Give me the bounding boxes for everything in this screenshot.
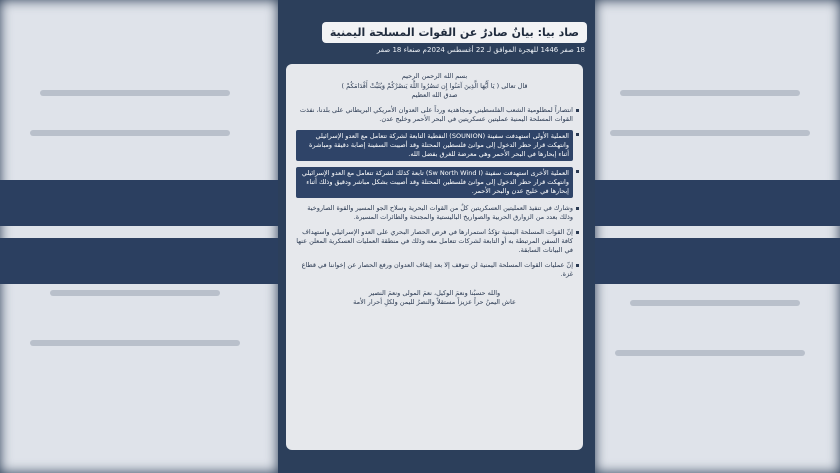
statement-date: 18 صفر 1446 للهجرة الموافق لـ 22 أغسطس 2024م صنعاء 18 صفر xyxy=(376,46,585,54)
blurred-line xyxy=(30,340,240,346)
paragraph-1: انتصاراً لمظلومية الشعب الفلسطيني ومجاهديه ورداً على العدوان الأمريكي البريطاني على بلدنا، نفذت القوات المسلحة اليمنية عمليتين عسكريتين في البحر الأحمر وخليج عدن. xyxy=(296,106,573,124)
blurred-line xyxy=(630,300,800,306)
paragraph-2-highlight: العملية الأولى استهدفت سفينة (SOUNION) النفطية التابعة لشركة تتعامل مع العدو الإسرائيلي وانتهكت قرار حظر الدخول إلى موانئ فلسطين المحتلة وقد أصيبت السفينة إصابة دقيقة ومباشرة أثناء إبحارها في البحر الأحمر وهي معرضة للغرق بفضل الله. xyxy=(296,130,573,161)
paragraph-4: وشارك في تنفيذ العمليتين العسكريتين كلٌ من القوات البحرية وسلاح الجو المسير والقوة الصاروخية وذلك بعدد من الزوارق الحربية والصواريخ الباليستية والمجنحة والطائرات المسيرة. xyxy=(296,204,573,222)
statement-card xyxy=(278,0,595,473)
blurred-line xyxy=(30,130,230,136)
paragraph-3-highlight: العملية الأخرى استهدفت سفينة (Sw North Wind I) تابعة كذلك لشركة تتعامل مع العدو الإسرائيلي وانتهكت قرار حظر الدخول إلى موانئ فلسطين المحتلة وقد أصيبت بشكل مباشر ودقيق وذلك أثناء إبحارها في خليج عدن والبحر الأحمر. xyxy=(296,167,573,198)
blurred-line xyxy=(610,130,810,136)
sadaq: صدق الله العظيم xyxy=(411,91,458,99)
quran-verse: قال تعالى ( يَا أَيُّهَا الَّذِينَ آمَنُوا إِن تَنصُرُوا اللَّهَ يَنصُرْكُمْ وَيُثَبِّتْ أَقْدَامَكُمْ ) xyxy=(341,82,528,90)
statement-paper xyxy=(286,64,583,450)
blurred-line xyxy=(620,90,800,96)
statement-title: صاد بيا: بيانٌ صادرٌ عن القوات المسلحة اليمنية xyxy=(322,22,587,43)
closing-line-2: عاش اليمنُ حراً عزيزاً مستقلاً والنصرُ لليمن ولكلِ أحرار الأمة xyxy=(353,298,516,306)
statement-content xyxy=(296,72,573,442)
blurred-left-panel xyxy=(0,0,278,473)
blurred-right-panel xyxy=(595,0,840,473)
paragraph-5: إنّ القوات المسلحة اليمنية تؤكدُ استمرارها في فرض الحصار البحري على العدو الإسرائيلي واستهداف كافة السفن المرتبطة به أو التابعة لشركات تتعامل معه وذلك في منطقة العمليات العسكرية المعلن عنها في البيانات السابقة. xyxy=(296,228,573,254)
paragraph-6: إنّ عمليات القوات المسلحة اليمنية لن تتوقف إلا بعد إيقاف العدوان ورفع الحصار عن إخواننا في قطاع غزة. xyxy=(296,261,573,279)
blurred-line xyxy=(40,90,230,96)
bismillah: بسم الله الرحمن الرحيم xyxy=(401,72,468,80)
blurred-line xyxy=(50,290,220,296)
closing-line-1: والله حسبُنا ونعمَ الوكيل، نعمَ المولى ونعمَ النصير xyxy=(368,289,501,297)
blurred-line xyxy=(615,350,805,356)
